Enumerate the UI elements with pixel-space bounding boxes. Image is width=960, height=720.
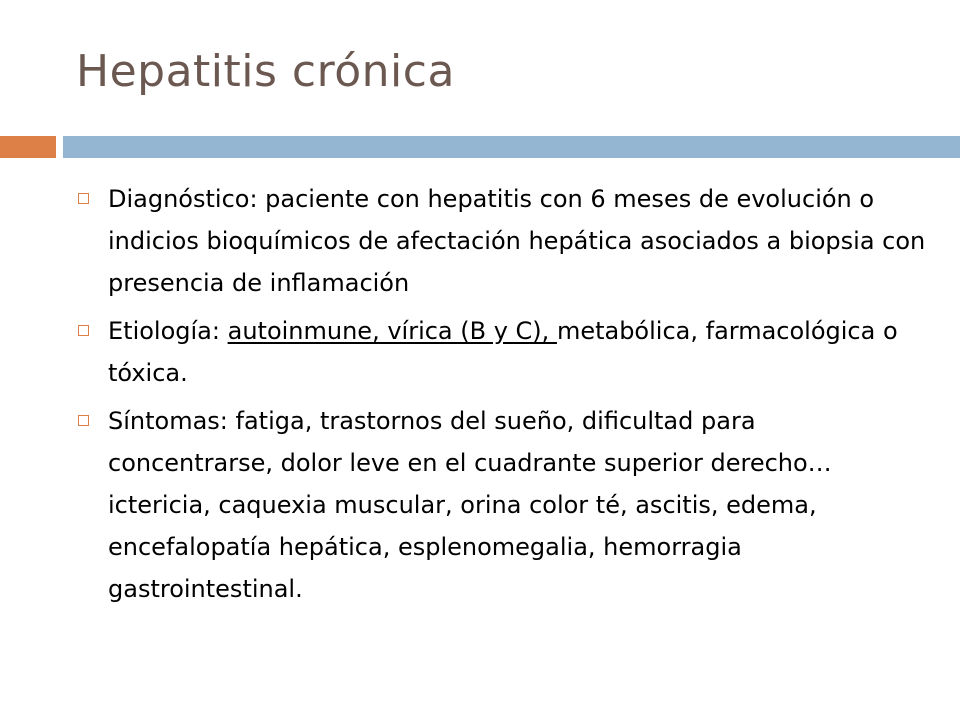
bullet-item-etiologia (76, 310, 926, 394)
bullet-text-suffix: metabólica, farmacológica o tóxica. (108, 317, 898, 387)
bullet-item-diagnostico (76, 178, 926, 304)
slide-title: Hepatitis crónica (76, 46, 455, 97)
accent-bar-orange (0, 136, 56, 158)
accent-bar-blue (63, 136, 960, 158)
bullet-text-underlined: autoinmune, vírica (B y C), (227, 317, 557, 345)
bullet-text: Diagnóstico: paciente con hepatitis con 6 meses de evolución o indicios bioquímicos de afectación hepática asociados a biopsia con presencia de inflamación (108, 185, 926, 297)
square-bullet-icon (78, 193, 89, 204)
bullet-text-prefix: Etiología: (108, 317, 228, 345)
square-bullet-icon (78, 325, 89, 336)
bullet-text: Síntomas: fatiga, trastornos del sueño, dificultad para concentrarse, dolor leve en el cuadrante superior derecho… ictericia, caquexia muscular, orina color té, ascitis, edema, encefalopatía hepática, esplenomegalia, hemorragia gastrointestinal. (108, 407, 832, 603)
square-bullet-icon (78, 415, 89, 426)
bullet-list (76, 178, 926, 616)
bullet-item-sintomas (76, 400, 926, 610)
